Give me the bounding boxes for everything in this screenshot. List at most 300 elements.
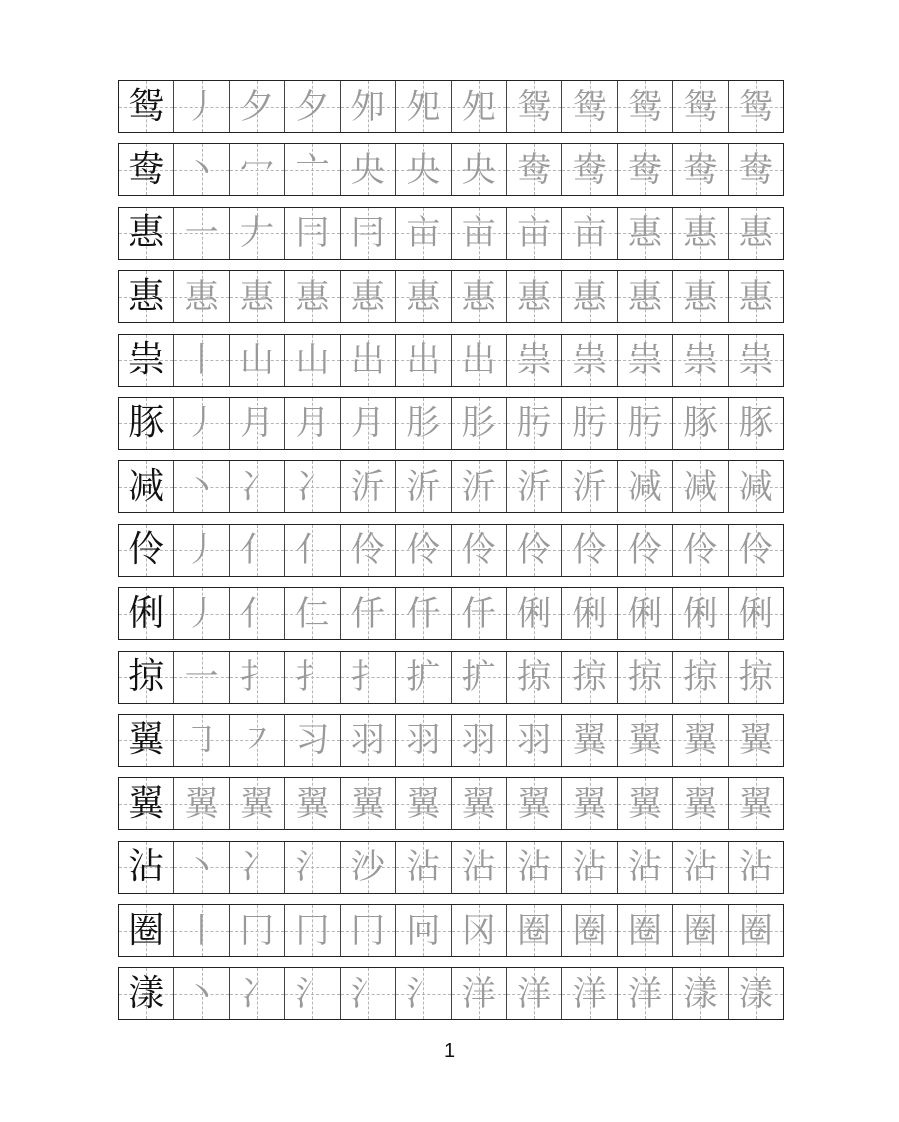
stroke-step-cell	[729, 652, 783, 703]
stroke-step-character: 伶	[517, 530, 552, 571]
stroke-step-character: 伶	[461, 530, 496, 571]
stroke-step-character: 掠	[738, 657, 773, 698]
stroke-step-character: 鸳	[628, 86, 662, 127]
stroke-step-cell	[618, 398, 673, 449]
stroke-step-character: 羽	[406, 720, 441, 761]
stroke-step-cell	[285, 525, 340, 576]
stroke-step-character: 冂	[350, 910, 385, 951]
stroke-step-cell	[396, 208, 451, 259]
stroke-step-character: 俐	[683, 593, 718, 634]
practice-row	[118, 967, 784, 1020]
stroke-step-character: 一	[184, 213, 219, 254]
stroke-step-character: 惠	[738, 213, 773, 254]
stroke-step-cell	[673, 715, 728, 766]
stroke-step-cell	[174, 398, 229, 449]
stroke-step-cell	[507, 208, 562, 259]
stroke-step-character: 出	[461, 340, 496, 381]
stroke-step-character: 仟	[406, 593, 441, 634]
model-character-cell	[119, 778, 174, 829]
model-character-cell	[119, 715, 174, 766]
stroke-step-character: 惠	[240, 276, 275, 317]
stroke-step-character: 圈	[683, 910, 718, 951]
stroke-step-character: 夕	[295, 86, 330, 127]
stroke-step-character: 冫	[240, 466, 275, 507]
stroke-step-cell	[396, 335, 451, 386]
stroke-step-character: 沾	[738, 847, 773, 888]
stroke-step-cell	[562, 81, 617, 132]
stroke-step-cell	[729, 335, 783, 386]
stroke-step-character: 冃	[350, 213, 385, 254]
stroke-step-cell	[230, 715, 285, 766]
practice-row	[118, 334, 784, 387]
stroke-step-cell	[673, 81, 728, 132]
stroke-step-cell	[507, 271, 562, 322]
stroke-step-cell	[673, 144, 728, 195]
stroke-step-character: 翼	[406, 783, 441, 824]
stroke-step-cell	[673, 208, 728, 259]
model-character-cell	[119, 652, 174, 703]
practice-row	[118, 777, 784, 830]
stroke-step-cell	[452, 271, 507, 322]
stroke-step-character: 翼	[350, 783, 385, 824]
stroke-step-cell	[673, 778, 728, 829]
stroke-step-cell	[174, 778, 229, 829]
stroke-step-character: 扌	[240, 657, 275, 698]
stroke-step-cell	[174, 588, 229, 639]
stroke-step-character: 沾	[628, 847, 662, 888]
stroke-step-character: 惠	[683, 213, 718, 254]
model-character: 惠	[128, 275, 165, 317]
stroke-step-character: 鸯	[517, 149, 552, 190]
stroke-step-cell	[285, 81, 340, 132]
stroke-step-cell	[341, 588, 396, 639]
stroke-step-cell	[341, 715, 396, 766]
stroke-step-cell	[285, 652, 340, 703]
stroke-step-cell	[285, 715, 340, 766]
stroke-step-cell	[230, 905, 285, 956]
stroke-step-cell	[452, 588, 507, 639]
stroke-step-cell	[562, 398, 617, 449]
stroke-step-character: 惠	[406, 276, 441, 317]
stroke-step-character: 减	[738, 466, 773, 507]
stroke-step-cell	[174, 968, 229, 1019]
stroke-step-character: 翼	[572, 720, 607, 761]
stroke-step-cell	[230, 842, 285, 893]
stroke-step-cell	[452, 335, 507, 386]
stroke-step-character: 圈	[517, 910, 552, 951]
stroke-step-character: 羽	[461, 720, 496, 761]
stroke-step-character: 鸳	[738, 86, 773, 127]
stroke-step-cell	[396, 144, 451, 195]
stroke-step-cell	[729, 968, 783, 1019]
stroke-step-character: 沾	[461, 847, 496, 888]
model-character-cell	[119, 461, 174, 512]
stroke-step-character: 冂	[295, 910, 330, 951]
stroke-step-character: 丶	[184, 466, 219, 507]
stroke-step-cell	[452, 208, 507, 259]
stroke-step-character: 洋	[628, 973, 662, 1014]
stroke-step-cell	[507, 778, 562, 829]
stroke-step-cell	[230, 398, 285, 449]
stroke-step-character: 惠	[628, 276, 662, 317]
stroke-step-character: 祟	[572, 340, 607, 381]
stroke-step-character: 丿	[184, 530, 219, 571]
stroke-step-character: 肜	[406, 403, 441, 444]
stroke-step-cell	[729, 81, 783, 132]
model-character: 圈	[128, 909, 165, 951]
stroke-step-cell	[341, 652, 396, 703]
stroke-step-character: 俐	[628, 593, 662, 634]
stroke-step-character: 出	[350, 340, 385, 381]
stroke-step-character: 央	[350, 149, 385, 190]
stroke-step-character: 惠	[738, 276, 773, 317]
stroke-step-cell	[618, 715, 673, 766]
stroke-step-character: 惠	[572, 276, 607, 317]
stroke-step-cell	[285, 842, 340, 893]
stroke-step-cell	[562, 144, 617, 195]
stroke-step-character: 伶	[572, 530, 607, 571]
stroke-step-cell	[230, 461, 285, 512]
stroke-step-character: 鸯	[683, 149, 718, 190]
stroke-step-cell	[452, 144, 507, 195]
stroke-step-cell	[396, 461, 451, 512]
stroke-step-character: 夗	[406, 86, 441, 127]
stroke-step-cell	[618, 842, 673, 893]
stroke-step-cell	[618, 525, 673, 576]
stroke-step-cell	[507, 144, 562, 195]
stroke-step-character: 祟	[683, 340, 718, 381]
stroke-step-cell	[507, 652, 562, 703]
model-character: 沾	[128, 846, 165, 888]
stroke-step-cell	[396, 81, 451, 132]
stroke-step-character: 鸳	[517, 86, 552, 127]
stroke-step-cell	[230, 144, 285, 195]
stroke-step-cell	[341, 778, 396, 829]
stroke-step-cell	[507, 398, 562, 449]
stroke-step-cell	[285, 778, 340, 829]
stroke-step-character: 冃	[295, 213, 330, 254]
stroke-step-cell	[174, 335, 229, 386]
stroke-step-character: 一	[184, 657, 219, 698]
stroke-step-character: 仟	[350, 593, 385, 634]
stroke-step-character: 俐	[517, 593, 552, 634]
stroke-step-cell	[507, 715, 562, 766]
stroke-step-character: 夗	[461, 86, 496, 127]
stroke-step-character: 伶	[628, 530, 662, 571]
stroke-step-cell	[230, 525, 285, 576]
stroke-step-character: 鸳	[572, 86, 607, 127]
stroke-step-cell	[507, 461, 562, 512]
stroke-step-cell	[507, 842, 562, 893]
stroke-step-character: 沂	[461, 466, 496, 507]
model-character: 惠	[128, 212, 165, 254]
stroke-step-cell	[396, 652, 451, 703]
stroke-step-character: 月	[295, 403, 330, 444]
stroke-step-cell	[618, 81, 673, 132]
stroke-step-cell	[174, 525, 229, 576]
stroke-step-character: 氵	[295, 973, 330, 1014]
stroke-step-cell	[174, 271, 229, 322]
stroke-step-character: 夕	[240, 86, 275, 127]
stroke-step-character: 扌	[295, 657, 330, 698]
stroke-step-character: 冋	[406, 910, 441, 951]
stroke-step-cell	[341, 905, 396, 956]
stroke-step-cell	[174, 208, 229, 259]
stroke-step-cell	[673, 398, 728, 449]
stroke-step-cell	[618, 208, 673, 259]
stroke-step-cell	[396, 271, 451, 322]
stroke-step-cell	[341, 968, 396, 1019]
stroke-step-character: 沂	[406, 466, 441, 507]
stroke-step-character: 祟	[738, 340, 773, 381]
stroke-step-character: 夘	[350, 86, 385, 127]
model-character: 掠	[128, 656, 165, 698]
stroke-step-cell	[230, 968, 285, 1019]
stroke-step-character: 漾	[683, 973, 718, 1014]
stroke-step-cell	[285, 461, 340, 512]
stroke-step-character: 沂	[572, 466, 607, 507]
stroke-step-character: 丨	[184, 910, 219, 951]
practice-row	[118, 841, 784, 894]
practice-row	[118, 524, 784, 577]
stroke-step-character: 亻	[295, 530, 330, 571]
stroke-step-cell	[341, 461, 396, 512]
stroke-step-character: 亻	[240, 530, 275, 571]
stroke-step-cell	[230, 335, 285, 386]
stroke-step-cell	[452, 398, 507, 449]
stroke-step-cell	[174, 842, 229, 893]
stroke-step-cell	[562, 715, 617, 766]
stroke-step-character: 惠	[517, 276, 552, 317]
stroke-step-cell	[452, 778, 507, 829]
model-character: 减	[128, 465, 165, 507]
stroke-step-cell	[618, 461, 673, 512]
stroke-step-character: 翼	[738, 720, 773, 761]
stroke-step-cell	[174, 144, 229, 195]
stroke-step-character: 漾	[738, 973, 773, 1014]
model-character-cell	[119, 335, 174, 386]
stroke-step-cell	[285, 335, 340, 386]
stroke-step-cell	[452, 968, 507, 1019]
stroke-step-character: 丿	[184, 403, 219, 444]
stroke-step-cell	[729, 588, 783, 639]
stroke-step-cell	[396, 588, 451, 639]
stroke-step-character: 掠	[628, 657, 662, 698]
stroke-step-character: 羽	[350, 720, 385, 761]
practice-row	[118, 207, 784, 260]
stroke-step-cell	[729, 144, 783, 195]
stroke-step-character: 洋	[461, 973, 496, 1014]
stroke-step-cell	[729, 398, 783, 449]
stroke-step-cell	[673, 968, 728, 1019]
stroke-step-character: 习	[295, 720, 330, 761]
stroke-step-character: 𠂇	[240, 213, 275, 254]
stroke-step-cell	[729, 461, 783, 512]
stroke-step-cell	[285, 968, 340, 1019]
stroke-step-cell	[341, 335, 396, 386]
practice-row	[118, 587, 784, 640]
stroke-step-character: 氵	[406, 973, 441, 1014]
stroke-step-character: 豚	[738, 403, 773, 444]
stroke-step-character: 氵	[350, 973, 385, 1014]
stroke-step-character: 氵	[295, 847, 330, 888]
stroke-step-character: 圈	[572, 910, 607, 951]
model-character: 俐	[128, 592, 165, 634]
stroke-step-cell	[729, 842, 783, 893]
stroke-step-cell	[341, 208, 396, 259]
stroke-step-character: 翼	[683, 783, 718, 824]
page-number: 1	[443, 1040, 456, 1062]
stroke-step-cell	[673, 461, 728, 512]
stroke-step-character: 减	[628, 466, 662, 507]
stroke-step-cell	[341, 144, 396, 195]
stroke-step-character: 掠	[572, 657, 607, 698]
stroke-step-character: 惠	[461, 276, 496, 317]
stroke-step-cell	[341, 525, 396, 576]
stroke-step-cell	[562, 968, 617, 1019]
stroke-step-cell	[396, 778, 451, 829]
stroke-step-character: 伶	[350, 530, 385, 571]
stroke-step-character: 鸯	[628, 149, 662, 190]
stroke-step-cell	[562, 271, 617, 322]
stroke-step-cell	[174, 652, 229, 703]
stroke-step-character: 掠	[683, 657, 718, 698]
stroke-step-cell	[230, 208, 285, 259]
stroke-step-cell	[285, 208, 340, 259]
stroke-step-character: 伶	[683, 530, 718, 571]
stroke-step-character: 沂	[517, 466, 552, 507]
stroke-step-character: 豚	[683, 403, 718, 444]
stroke-step-character: 冫	[240, 847, 275, 888]
stroke-step-character: 翼	[683, 720, 718, 761]
model-character: 鸳	[128, 85, 165, 127]
stroke-step-character: 冫	[295, 466, 330, 507]
stroke-step-character: 月	[350, 403, 385, 444]
stroke-step-cell	[618, 968, 673, 1019]
stroke-step-character: 鸯	[738, 149, 773, 190]
stroke-step-character: 出	[406, 340, 441, 381]
stroke-step-cell	[562, 778, 617, 829]
stroke-step-cell	[562, 588, 617, 639]
stroke-step-character: 沙	[350, 847, 385, 888]
stroke-step-character: 冂	[240, 910, 275, 951]
stroke-step-character: 扩	[406, 657, 441, 698]
stroke-step-cell	[285, 905, 340, 956]
stroke-step-cell	[285, 271, 340, 322]
stroke-step-character: 冖	[240, 149, 275, 190]
stroke-step-cell	[452, 81, 507, 132]
stroke-step-cell	[729, 525, 783, 576]
stroke-step-character: 亩	[572, 213, 607, 254]
stroke-step-cell	[341, 842, 396, 893]
stroke-step-character: 减	[683, 466, 718, 507]
stroke-step-character: 沾	[683, 847, 718, 888]
stroke-step-cell	[673, 842, 728, 893]
stroke-step-cell	[285, 398, 340, 449]
stroke-step-character: 圈	[628, 910, 662, 951]
model-character: 伶	[128, 529, 165, 571]
stroke-step-character: 翼	[628, 783, 662, 824]
model-character-cell	[119, 842, 174, 893]
stroke-step-cell	[230, 81, 285, 132]
stroke-step-character: 沾	[517, 847, 552, 888]
stroke-step-character: ㇇	[240, 720, 275, 761]
stroke-step-character: 冈	[461, 910, 496, 951]
stroke-step-cell	[174, 461, 229, 512]
stroke-step-cell	[285, 144, 340, 195]
practice-row	[118, 904, 784, 957]
stroke-step-cell	[341, 81, 396, 132]
stroke-step-cell	[618, 778, 673, 829]
stroke-step-cell	[729, 271, 783, 322]
stroke-step-character: 惠	[628, 213, 662, 254]
stroke-step-cell	[452, 652, 507, 703]
practice-row	[118, 714, 784, 767]
stroke-step-character: 圈	[738, 910, 773, 951]
stroke-step-character: 惠	[184, 276, 219, 317]
practice-row	[118, 460, 784, 513]
stroke-step-character: 惠	[683, 276, 718, 317]
stroke-step-character: 翼	[240, 783, 275, 824]
stroke-step-cell	[618, 144, 673, 195]
practice-row	[118, 80, 784, 133]
stroke-step-character: 翼	[572, 783, 607, 824]
stroke-step-character: 扩	[461, 657, 496, 698]
stroke-step-cell	[562, 525, 617, 576]
stroke-step-character: 肟	[517, 403, 552, 444]
stroke-step-cell	[174, 905, 229, 956]
stroke-step-cell	[618, 335, 673, 386]
stroke-step-cell	[618, 271, 673, 322]
stroke-step-character: 肟	[628, 403, 662, 444]
stroke-step-character: 祟	[517, 340, 552, 381]
stroke-step-cell	[452, 525, 507, 576]
stroke-step-cell	[673, 525, 728, 576]
stroke-step-character: 鸳	[683, 86, 718, 127]
stroke-step-cell	[452, 842, 507, 893]
stroke-step-character: 肜	[461, 403, 496, 444]
stroke-step-character: 央	[461, 149, 496, 190]
stroke-step-character: 冫	[240, 973, 275, 1014]
stroke-step-cell	[230, 778, 285, 829]
stroke-step-cell	[729, 905, 783, 956]
model-character: 翼	[128, 782, 165, 824]
practice-row	[118, 397, 784, 450]
stroke-step-cell	[673, 652, 728, 703]
stroke-step-character: 惠	[350, 276, 385, 317]
model-character: 祟	[128, 339, 165, 381]
stroke-step-character: 扌	[350, 657, 385, 698]
stroke-step-cell	[562, 208, 617, 259]
stroke-step-cell	[562, 905, 617, 956]
stroke-step-cell	[396, 842, 451, 893]
stroke-step-cell	[562, 842, 617, 893]
stroke-step-cell	[673, 905, 728, 956]
stroke-step-cell	[174, 715, 229, 766]
model-character-cell	[119, 905, 174, 956]
model-character: 翼	[128, 719, 165, 761]
stroke-step-cell	[673, 271, 728, 322]
model-character-cell	[119, 81, 174, 132]
stroke-step-cell	[230, 588, 285, 639]
stroke-step-character: 掠	[517, 657, 552, 698]
stroke-step-cell	[452, 905, 507, 956]
stroke-step-cell	[507, 81, 562, 132]
stroke-step-cell	[396, 715, 451, 766]
stroke-step-character: 翼	[461, 783, 496, 824]
stroke-step-character: 洋	[517, 973, 552, 1014]
practice-row	[118, 651, 784, 704]
